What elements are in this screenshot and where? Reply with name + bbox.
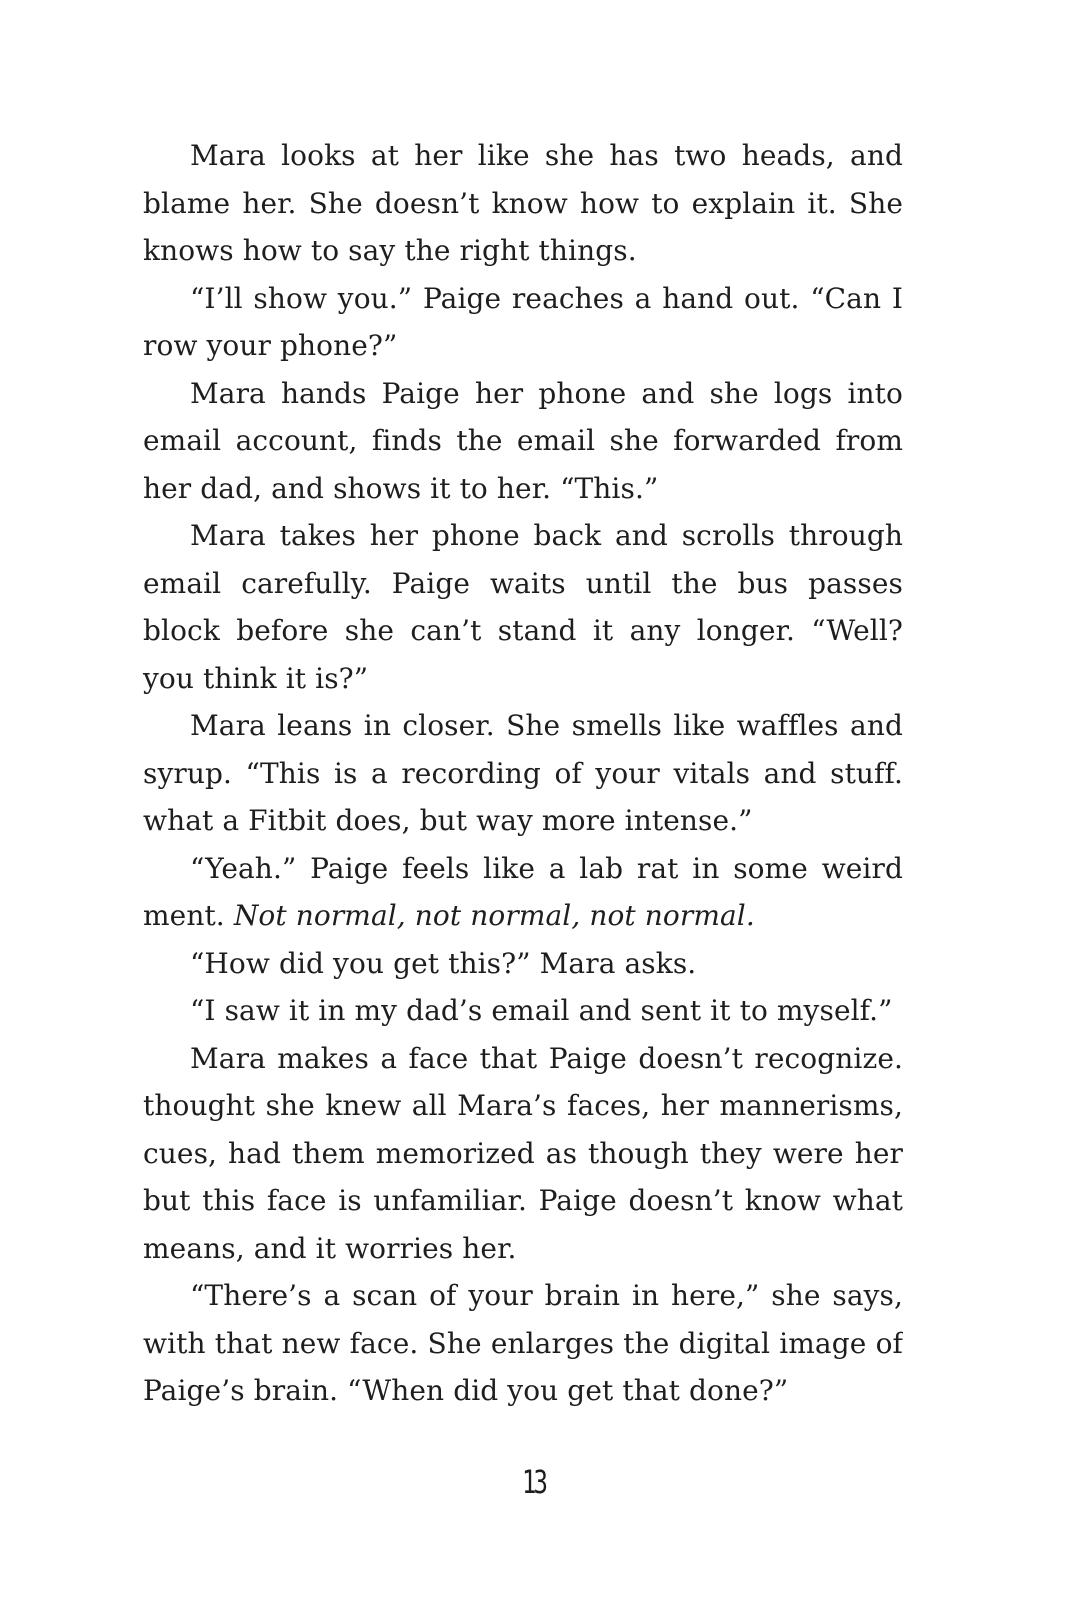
text-line: Mara makes a face that Paige doesn’t recognize. [190, 1041, 903, 1075]
text-line: “I’ll show you.” Paige reaches a hand out. “Can I [190, 281, 903, 315]
text-line: cues, had them memorized as though they were her [143, 1136, 903, 1170]
text-line: Mara hands Paige her phone and she logs into [190, 376, 903, 410]
text-line: but this face is unfamiliar. Paige doesn’t know what [143, 1184, 903, 1217]
text-line: means, and it worries her. [143, 1231, 517, 1265]
text-line: her dad, and shows it to her. “This.” [143, 471, 659, 505]
text-line: row your phone?” [143, 329, 398, 362]
text-line: “There’s a scan of your brain in here,” she says, [190, 1279, 903, 1312]
text-line: Mara leans in closer. She smells like waffles and [190, 709, 903, 742]
text-line: email carefully. Paige waits until the bus passes [143, 566, 903, 600]
text-line: with that new face. She enlarges the digital image of [143, 1326, 903, 1360]
text-line: thought she knew all Mara’s faces, her mannerisms, [143, 1089, 903, 1122]
text-line: “I saw it in my dad’s email and sent it to myself.” [190, 994, 893, 1027]
text-line: email account, finds the email she forwarded from [143, 424, 903, 457]
text-line: block before she can’t stand it any longer. “Well? [143, 614, 903, 647]
text-line: “Yeah.” Paige feels like a lab rat in some weird [190, 851, 903, 885]
text-line: you think it is?” [143, 661, 369, 695]
text-line: knows how to say the right things. [143, 234, 637, 267]
text-line: Mara takes her phone back and scrolls through [190, 519, 903, 552]
text-line: what a Fitbit does, but way more intense.” [143, 804, 753, 837]
text-line: blame her. She doesn’t know how to explain it. She [143, 186, 903, 220]
text-line: “How did you get this?” Mara asks. [190, 946, 697, 980]
body-text [143, 132, 903, 1415]
text-line: syrup. “This is a recording of your vitals and stuff. [143, 756, 903, 790]
italic-thought: Not normal, not normal, not normal. [233, 899, 755, 932]
text-line: Mara looks at her like she has two heads, and [190, 139, 903, 172]
text-segment: ment. [143, 899, 234, 932]
text-line: Paige’s brain. “When did you get that done?” [143, 1374, 789, 1407]
page-number: 13 [522, 1463, 545, 1501]
text-line [143, 892, 903, 940]
